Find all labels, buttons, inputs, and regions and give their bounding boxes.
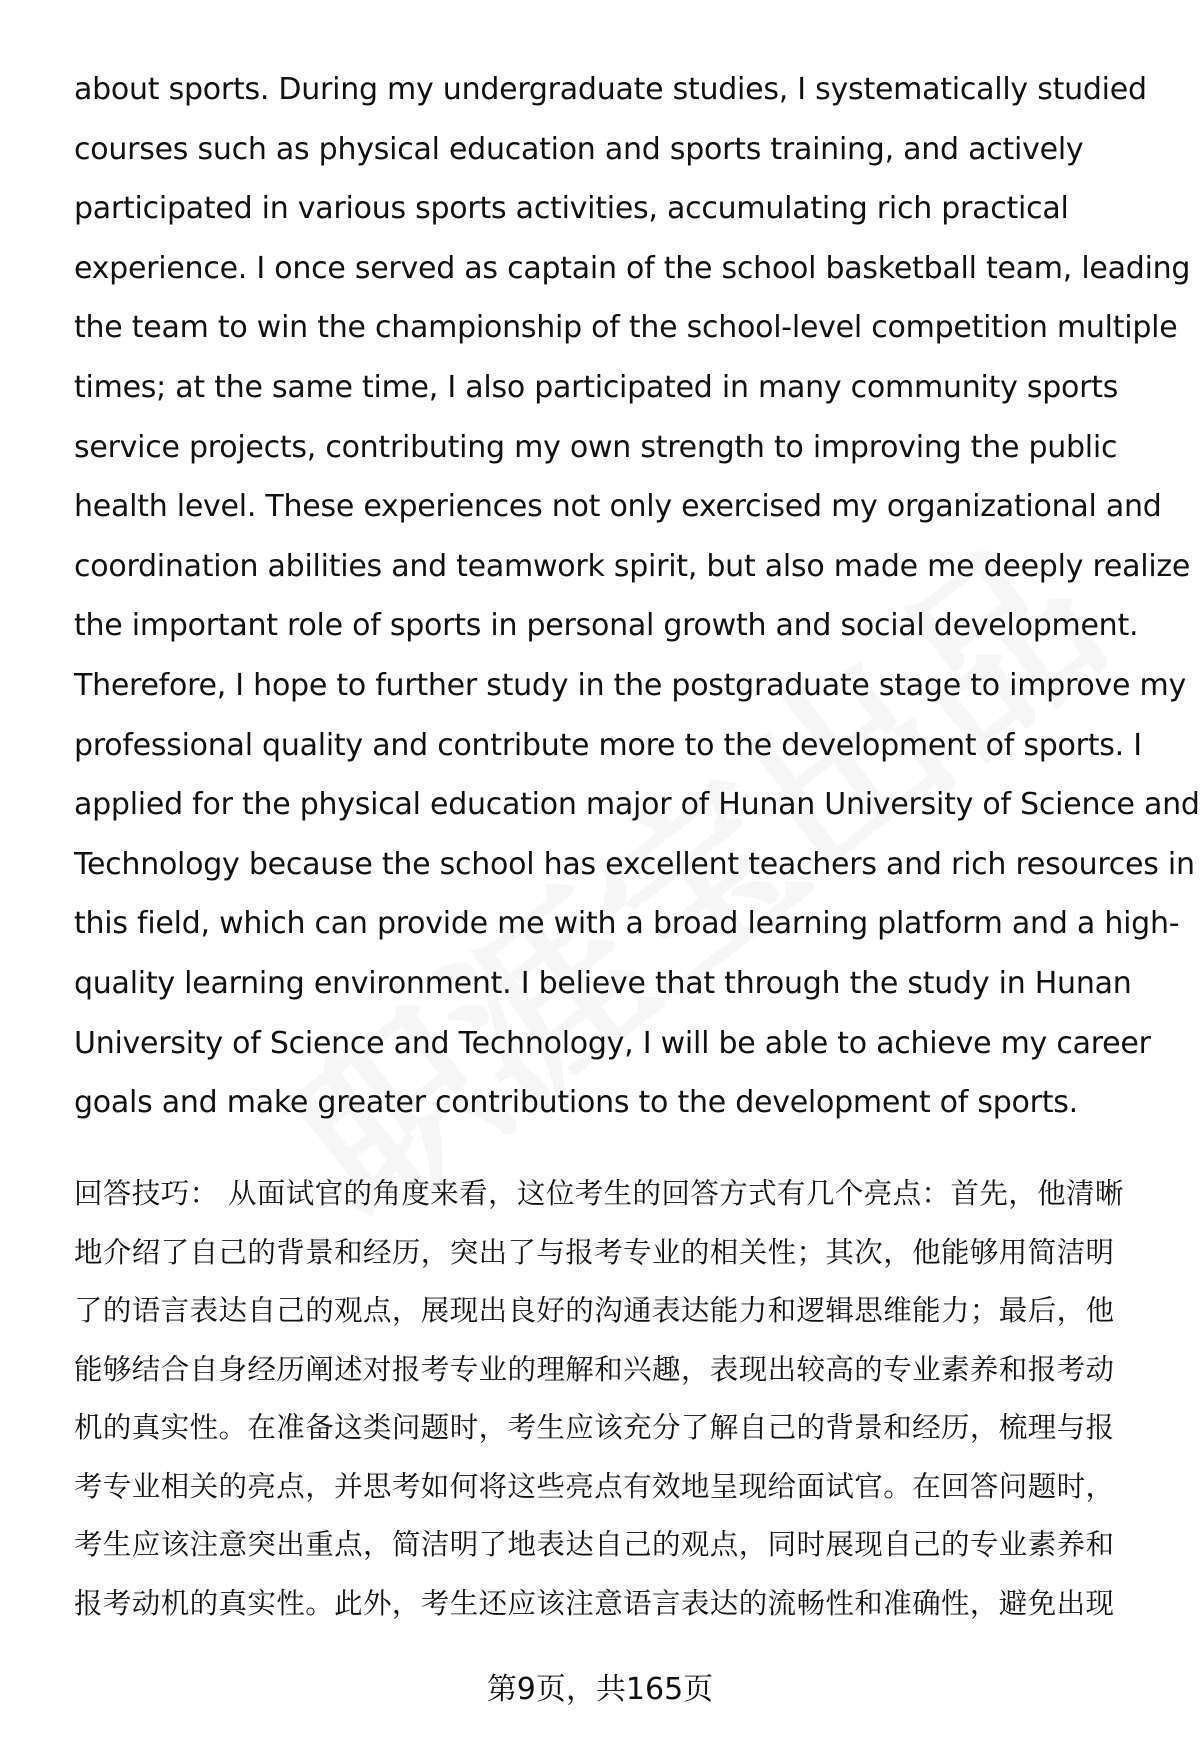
answer-tips-paragraph bbox=[74, 1165, 1154, 1633]
answer-line: times; at the same time, I also participated in many community sports bbox=[74, 369, 1119, 405]
answer-line: the team to win the championship of the school-level competition multiple bbox=[74, 310, 1178, 346]
answer-line: Technology because the school has excellent teachers and rich resources in bbox=[74, 846, 1195, 882]
answer-line: service projects, contributing my own strength to improving the public bbox=[74, 429, 1118, 465]
answer-line: University of Science and Technology, I will be able to achieve my career bbox=[74, 1025, 1151, 1061]
answer-line: courses such as physical education and sports training, and actively bbox=[74, 131, 1084, 167]
tips-line: 能够结合自身经历阐述对报考专业的理解和兴趣，表现出较高的专业素养和报考动 bbox=[74, 1352, 1115, 1386]
page-number: 第9页，共165页 bbox=[486, 1672, 714, 1707]
answer-line: experience. I once served as captain of the school basketball team, leading bbox=[74, 250, 1191, 286]
tips-line: 报考动机的真实性。此外，考生还应该注意语言表达的流畅性和准确性，避免出现 bbox=[74, 1586, 1115, 1620]
answer-line: this field, which can provide me with a broad learning platform and a high- bbox=[74, 906, 1180, 942]
answer-paragraph bbox=[74, 60, 1200, 1133]
tips-line: 机的真实性。在准备这类问题时，考生应该充分了解自己的背景和经历，梳理与报 bbox=[74, 1411, 1115, 1444]
answer-line: participated in various sports activities, accumulating rich practical bbox=[74, 191, 1069, 227]
answer-line: coordination abilities and teamwork spirit, but also made me deeply realize bbox=[74, 548, 1191, 584]
tips-line: 了的语言表达自己的观点，展现出良好的沟通表达能力和逻辑思维能力；最后，他 bbox=[74, 1294, 1115, 1327]
answer-line: professional quality and contribute more to the development of sports. I bbox=[74, 727, 1142, 763]
tips-line: 考专业相关的亮点，并思考如何将这些亮点有效地呈现给面试官。在回答问题时， bbox=[74, 1469, 1115, 1503]
answer-line: Therefore, I hope to further study in the postgraduate stage to improve my bbox=[74, 667, 1186, 703]
answer-line: the important role of sports in personal growth and social development. bbox=[74, 608, 1139, 644]
tips-line: 回答技巧： 从面试官的角度来看，这位考生的回答方式有几个亮点：首先，他清晰 bbox=[74, 1177, 1124, 1210]
tips-line: 考生应该注意突出重点，简洁明了地表达自己的观点，同时展现自己的专业素养和 bbox=[74, 1528, 1115, 1561]
answer-line: quality learning environment. I believe that through the study in Hunan bbox=[74, 965, 1132, 1001]
answer-line: goals and make greater contributions to the development of sports. bbox=[74, 1085, 1078, 1121]
tips-line: 地介绍了自己的背景和经历，突出了与报考专业的相关性；其次，他能够用简洁明 bbox=[74, 1235, 1115, 1269]
answer-line: applied for the physical education major of Hunan University of Science and bbox=[74, 787, 1200, 823]
answer-line: about sports. During my undergraduate studies, I systematically studied bbox=[74, 72, 1147, 107]
answer-line: health level. These experiences not only exercised my organizational and bbox=[74, 489, 1162, 525]
